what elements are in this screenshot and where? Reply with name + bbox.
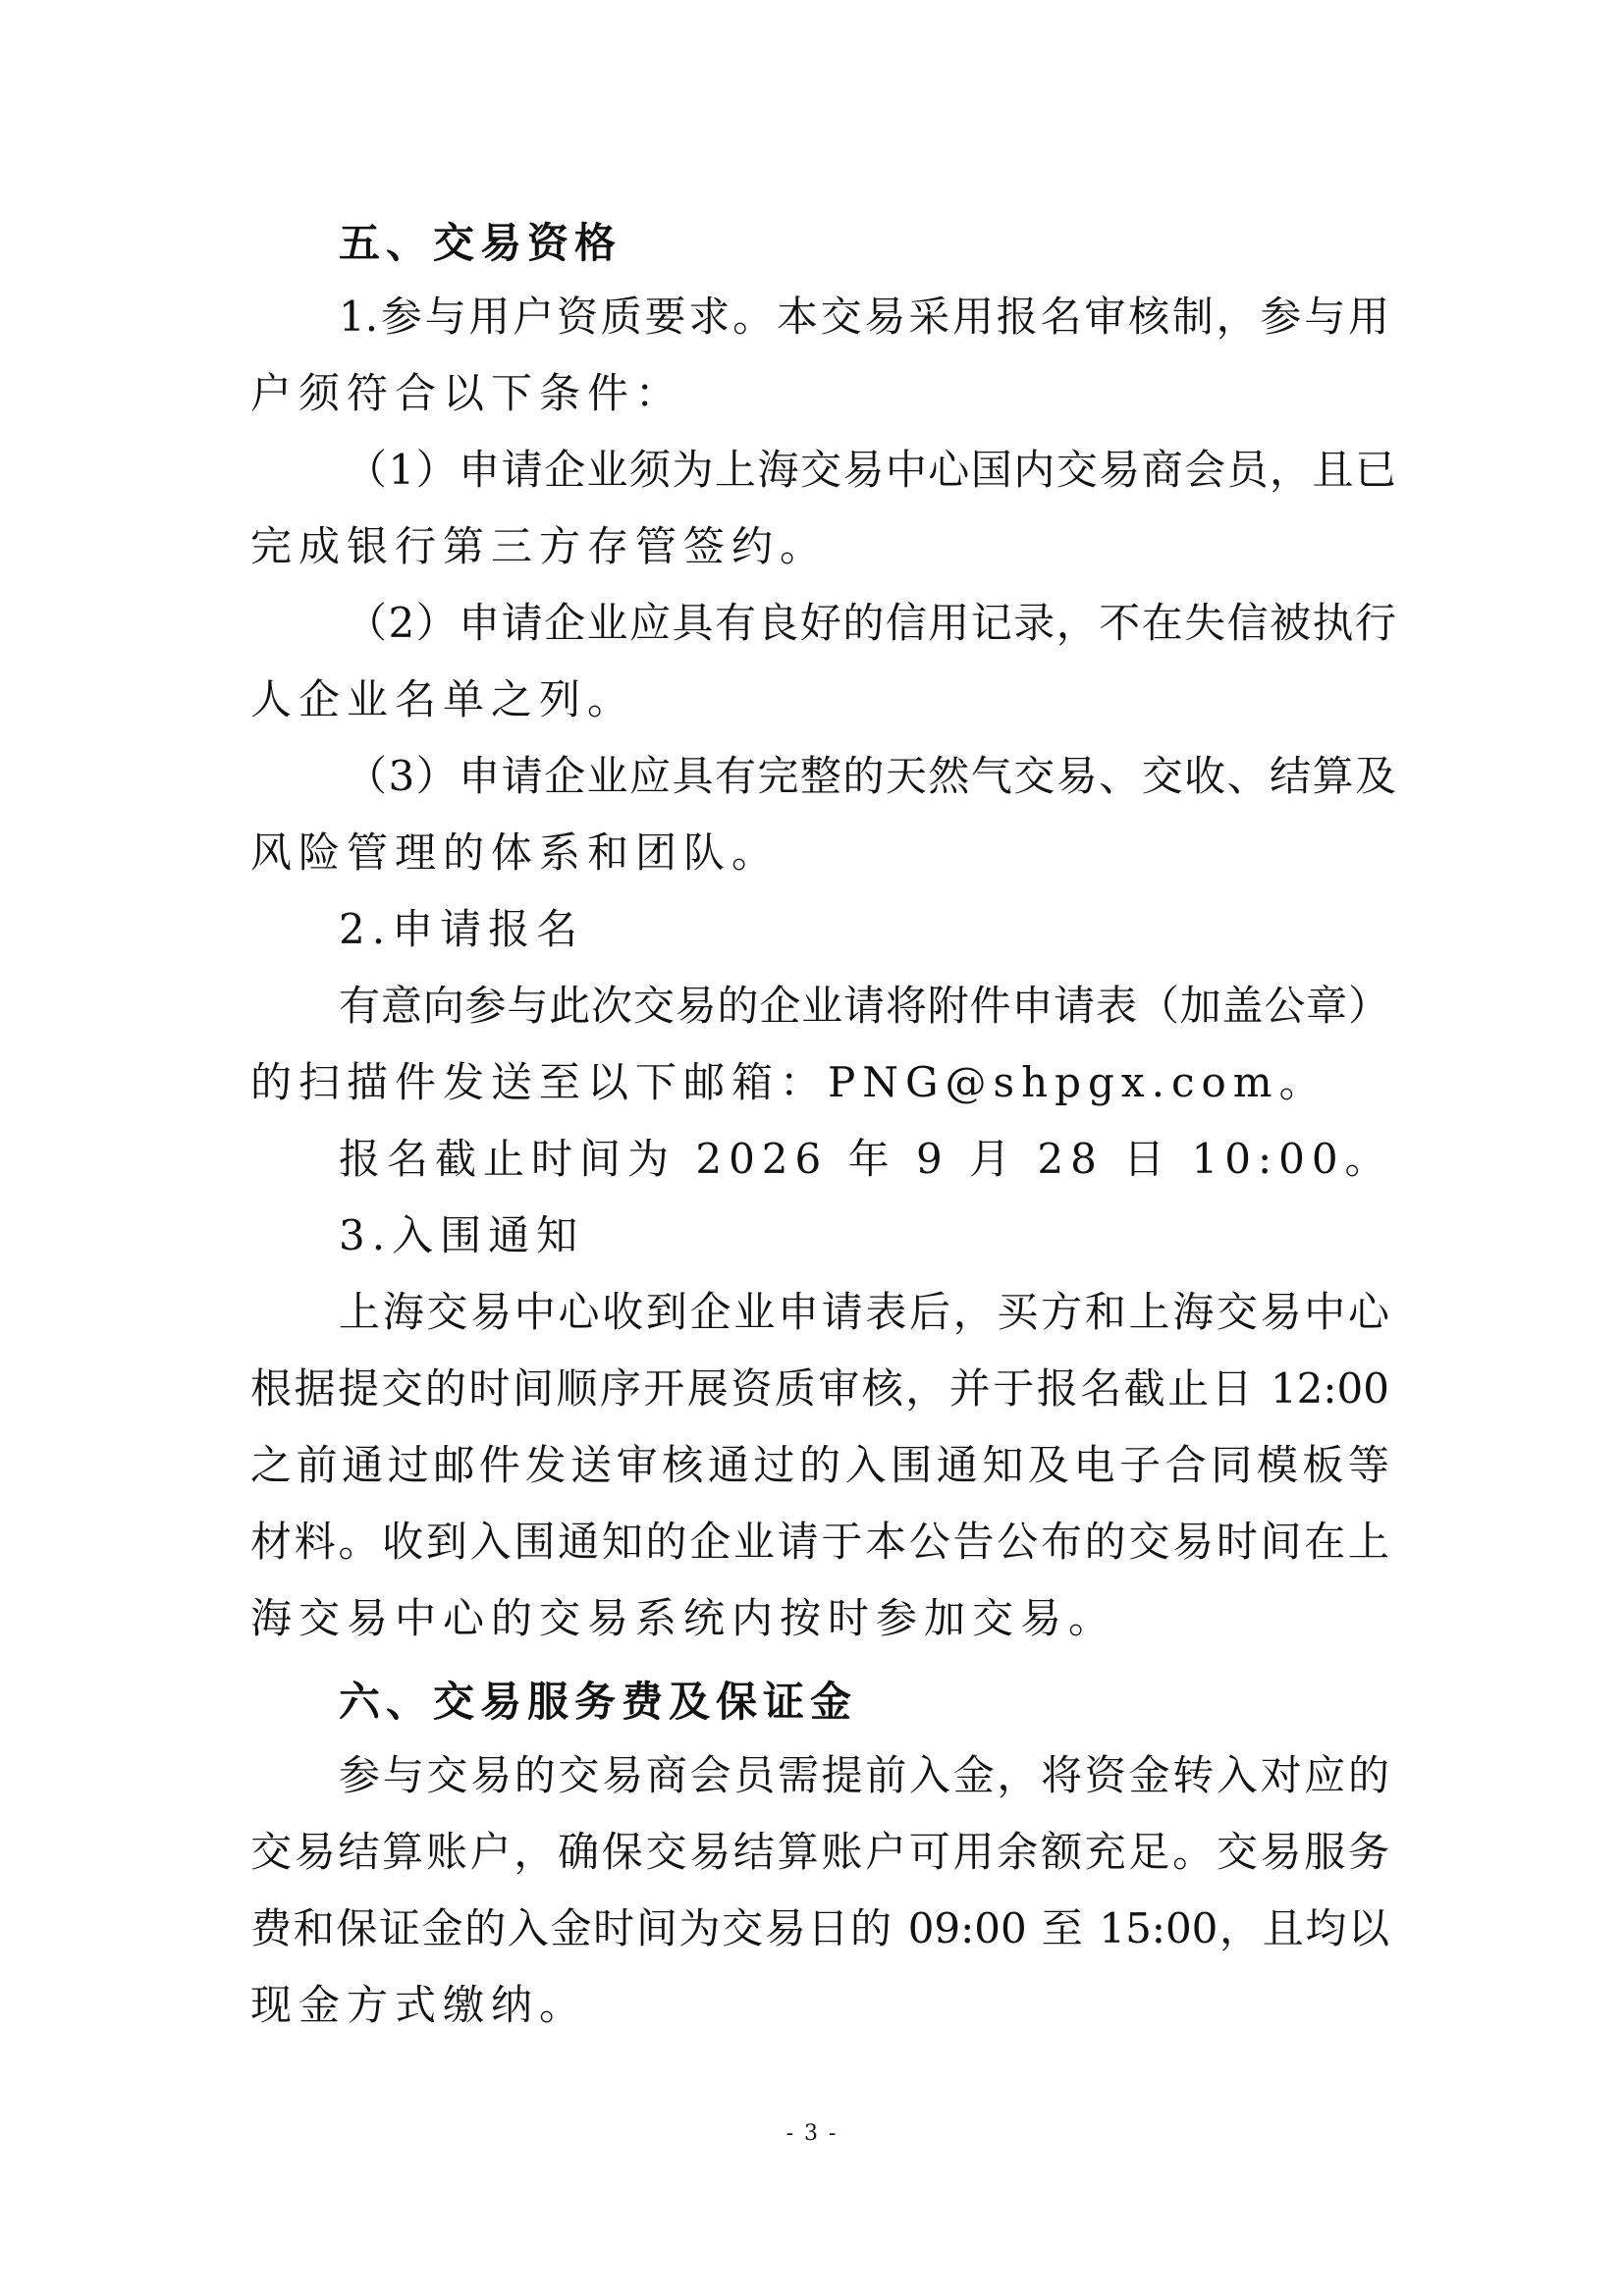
paragraph-line: 1.参与用户资质要求。本交易采用报名审核制，参与用 (339, 293, 1389, 341)
paragraph-line: 海交易中心的交易系统内按时参加交易。 (250, 1594, 1117, 1642)
paragraph-line: 参与交易的交易商会员需提前入金，将资金转入对应的 (339, 1751, 1389, 1799)
paragraph-line: 材料。收到入围通知的企业请于本公告公布的交易时间在上 (250, 1518, 1389, 1566)
paragraph-line: （3）申请企业应具有完整的天然气交易、交收、结算及 (346, 752, 1396, 800)
paragraph-line: （1）申请企业须为上海交易中心国内交易商会员，且已 (346, 446, 1396, 494)
paragraph-line: 现金方式缴纳。 (250, 1981, 588, 2029)
section-heading-fees-and-deposit: 六、交易服务费及保证金 (339, 1678, 858, 1726)
deadline-line: 报名截止时间为 2026 年 9 月 28 日 10:00。 (339, 1135, 1393, 1183)
subsection-title-shortlist-notice: 3.入围通知 (339, 1211, 585, 1259)
paragraph-line: 户须符合以下条件： (250, 369, 684, 417)
paragraph-line: （2）申请企业应具有良好的信用记录，不在失信被执行 (346, 599, 1396, 647)
paragraph-line: 风险管理的体系和团队。 (250, 828, 781, 877)
paragraph-line: 有意向参与此次交易的企业请将附件申请表（加盖公章） (339, 982, 1389, 1030)
section-heading-trading-qualification: 五、交易资格 (339, 219, 623, 267)
paragraph-line: 之前通过邮件发送审核通过的入围通知及电子合同模板等 (250, 1441, 1389, 1489)
paragraph-line: 完成银行第三方存管签约。 (250, 522, 829, 570)
page-number: - 3 - (785, 2121, 839, 2146)
subsection-title-application: 2.申请报名 (339, 905, 585, 953)
paragraph-line: 人企业名单之列。 (250, 675, 636, 723)
paragraph-line: 交易结算账户，确保交易结算账户可用余额充足。交易服务 (250, 1828, 1389, 1876)
paragraph-line: 上海交易中心收到企业申请表后，买方和上海交易中心 (339, 1288, 1389, 1336)
paragraph-line: 根据提交的时间顺序开展资质审核，并于报名截止日 12:00 (250, 1364, 1389, 1413)
paragraph-line: 费和保证金的入金时间为交易日的 09:00 至 15:00，且均以 (250, 1904, 1389, 1952)
paragraph-line-email: 的扫描件发送至以下邮箱：PNG@shpgx.com。 (250, 1058, 1327, 1106)
